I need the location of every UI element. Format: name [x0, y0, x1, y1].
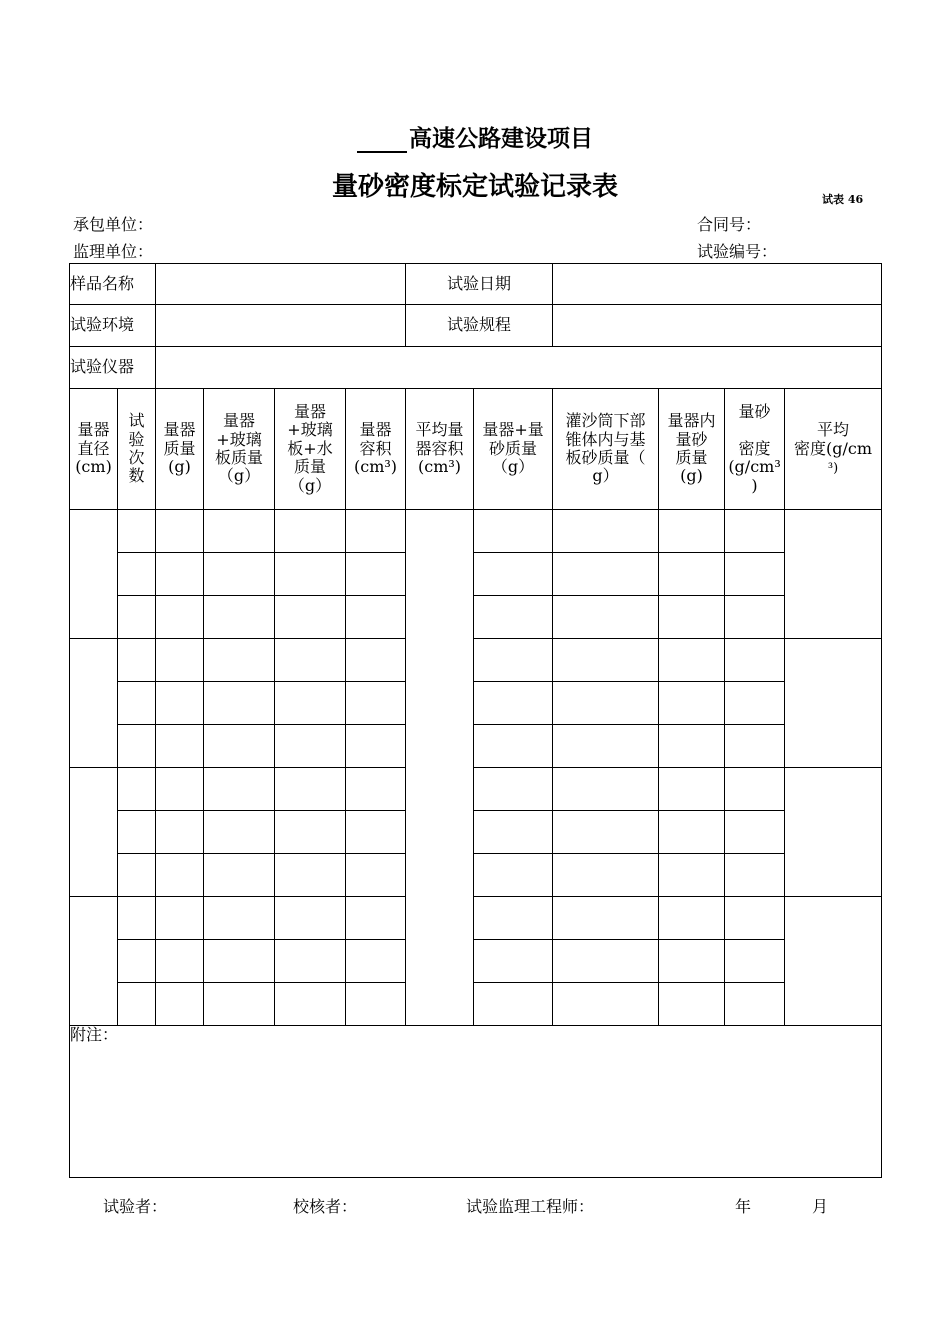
- data-cell[interactable]: [118, 725, 156, 768]
- avg-density-cell[interactable]: [785, 639, 882, 768]
- data-cell[interactable]: [156, 596, 204, 639]
- data-cell[interactable]: [659, 725, 725, 768]
- data-cell[interactable]: [156, 510, 204, 553]
- col-header-container-mass: 量器 质量 (g): [156, 389, 204, 510]
- data-cell[interactable]: [118, 854, 156, 897]
- data-cell[interactable]: [725, 854, 785, 897]
- project-title: 高速公路建设项目: [0, 120, 950, 153]
- data-cell[interactable]: [553, 897, 659, 940]
- data-cell[interactable]: [118, 510, 156, 553]
- data-cell[interactable]: [346, 682, 406, 725]
- data-cell[interactable]: [275, 553, 346, 596]
- data-cell[interactable]: [275, 682, 346, 725]
- data-cell[interactable]: [553, 510, 659, 553]
- data-cell[interactable]: [275, 897, 346, 940]
- data-cell[interactable]: [275, 983, 346, 1026]
- procedure-field[interactable]: [553, 305, 882, 347]
- data-cell[interactable]: [156, 725, 204, 768]
- sample-name-field[interactable]: [156, 264, 406, 305]
- data-cell[interactable]: [204, 596, 275, 639]
- environment-field[interactable]: [156, 305, 406, 347]
- data-cell[interactable]: [659, 639, 725, 682]
- contract-no-label: 合同号：: [697, 215, 762, 234]
- data-cell[interactable]: [474, 768, 553, 811]
- data-cell[interactable]: [156, 854, 204, 897]
- data-cell[interactable]: [725, 553, 785, 596]
- data-cell[interactable]: [553, 940, 659, 983]
- data-cell[interactable]: [156, 682, 204, 725]
- data-cell[interactable]: [346, 854, 406, 897]
- data-cell[interactable]: [204, 897, 275, 940]
- avg-density-cell[interactable]: [785, 510, 882, 639]
- data-cell[interactable]: [553, 768, 659, 811]
- record-table: [69, 263, 882, 1178]
- data-cell[interactable]: [275, 811, 346, 854]
- data-cell[interactable]: [553, 725, 659, 768]
- data-cell[interactable]: [725, 811, 785, 854]
- col-header-diameter: 量器 直径 (cm): [70, 389, 118, 510]
- data-cell[interactable]: [474, 897, 553, 940]
- data-cell[interactable]: [553, 596, 659, 639]
- data-cell[interactable]: [659, 553, 725, 596]
- data-cell[interactable]: [474, 510, 553, 553]
- col-header-container-plate-mass: 量器 +玻璃 板质量 （g）: [204, 389, 275, 510]
- procedure-label: 试验规程: [406, 305, 553, 347]
- data-cell[interactable]: [118, 940, 156, 983]
- test-date-field[interactable]: [553, 264, 882, 305]
- data-cell[interactable]: [346, 596, 406, 639]
- data-cell[interactable]: [553, 854, 659, 897]
- data-cell[interactable]: [118, 897, 156, 940]
- data-cell[interactable]: [156, 811, 204, 854]
- data-cell[interactable]: [725, 940, 785, 983]
- month-label: 月: [812, 1197, 829, 1216]
- data-cell[interactable]: [118, 811, 156, 854]
- data-cell[interactable]: [659, 940, 725, 983]
- col-header-container-plate-water-mass: 量器 +玻璃 板+水 质量 （g）: [275, 389, 346, 510]
- col-header-trial-no: 试 验 次 数: [118, 389, 156, 510]
- data-cell[interactable]: [118, 983, 156, 1026]
- col-header-volume: 量器 容积 (cm³): [346, 389, 406, 510]
- data-cell[interactable]: [275, 639, 346, 682]
- data-cell[interactable]: [118, 596, 156, 639]
- data-cell[interactable]: [474, 639, 553, 682]
- data-cell[interactable]: [346, 897, 406, 940]
- data-cell[interactable]: [346, 553, 406, 596]
- data-cell[interactable]: [725, 768, 785, 811]
- col-header-cone-sand-mass: 灌沙筒下部 锥体内与基 板砂质量（ g）: [553, 389, 659, 510]
- data-cell[interactable]: [346, 639, 406, 682]
- data-cell[interactable]: [204, 854, 275, 897]
- avg-density-cell[interactable]: [785, 897, 882, 1026]
- data-cell[interactable]: [346, 725, 406, 768]
- data-cell[interactable]: [275, 940, 346, 983]
- data-cell[interactable]: [156, 940, 204, 983]
- data-cell[interactable]: [553, 811, 659, 854]
- sample-name-label: 样品名称: [70, 264, 156, 305]
- data-cell[interactable]: [725, 510, 785, 553]
- data-cell[interactable]: [275, 768, 346, 811]
- data-cell[interactable]: [659, 768, 725, 811]
- data-cell[interactable]: [659, 811, 725, 854]
- data-cell[interactable]: [474, 725, 553, 768]
- checker-label: 校核者：: [293, 1197, 358, 1216]
- col-header-sand-density: 量砂 密度 (g/cm³ ): [725, 389, 785, 510]
- environment-label: 试验环境: [70, 305, 156, 347]
- data-cell[interactable]: [204, 682, 275, 725]
- col-header-avg-density: 平均 密度(g/cm ³): [785, 389, 882, 510]
- data-cell[interactable]: [70, 897, 118, 1026]
- data-cell[interactable]: [474, 811, 553, 854]
- data-cell[interactable]: [659, 596, 725, 639]
- data-cell[interactable]: [70, 639, 118, 768]
- data-cell[interactable]: [553, 639, 659, 682]
- year-label: 年: [735, 1197, 752, 1216]
- data-cell[interactable]: [156, 553, 204, 596]
- data-cell[interactable]: [659, 510, 725, 553]
- data-cell[interactable]: [204, 553, 275, 596]
- data-cell[interactable]: [659, 897, 725, 940]
- data-cell[interactable]: [156, 639, 204, 682]
- data-cell[interactable]: [725, 682, 785, 725]
- data-cell[interactable]: [725, 983, 785, 1026]
- avg-density-cell[interactable]: [785, 768, 882, 897]
- instrument-field[interactable]: [156, 347, 882, 389]
- tester-label: 试验者：: [103, 1197, 168, 1216]
- data-cell[interactable]: [346, 811, 406, 854]
- engineer-label: 试验监理工程师：: [466, 1197, 595, 1216]
- data-cell[interactable]: [474, 983, 553, 1026]
- data-cell[interactable]: [553, 983, 659, 1026]
- data-cell[interactable]: [204, 768, 275, 811]
- data-cell[interactable]: [204, 983, 275, 1026]
- data-cell[interactable]: [156, 768, 204, 811]
- avg-volume-cell[interactable]: [406, 510, 474, 1026]
- col-header-sand-mass: 量器内 量砂 质量 (g): [659, 389, 725, 510]
- col-header-avg-volume: 平均量 器容积 (cm³): [406, 389, 474, 510]
- data-cell[interactable]: [474, 854, 553, 897]
- data-cell[interactable]: [346, 510, 406, 553]
- data-cell[interactable]: [275, 596, 346, 639]
- notes-label: 附注：: [70, 1025, 119, 1044]
- data-cell[interactable]: [474, 940, 553, 983]
- data-cell[interactable]: [275, 725, 346, 768]
- form-title: 量砂密度标定试验记录表: [331, 172, 618, 202]
- data-cell[interactable]: [204, 811, 275, 854]
- col-header-container-sand-mass: 量器+量 砂质量 （g）: [474, 389, 553, 510]
- data-cell[interactable]: [156, 983, 204, 1026]
- instrument-label: 试验仪器: [70, 347, 156, 389]
- data-cell[interactable]: [553, 553, 659, 596]
- test-date-label: 试验日期: [406, 264, 553, 305]
- notes-field[interactable]: [70, 1026, 882, 1178]
- data-cell[interactable]: [275, 854, 346, 897]
- data-cell[interactable]: [553, 682, 659, 725]
- data-cell[interactable]: [275, 510, 346, 553]
- data-cell[interactable]: [204, 510, 275, 553]
- data-cell[interactable]: [659, 983, 725, 1026]
- test-no-label: 试验编号：: [697, 242, 778, 261]
- data-cell[interactable]: [474, 553, 553, 596]
- data-cell[interactable]: [346, 768, 406, 811]
- project-name-blank[interactable]: [357, 127, 407, 153]
- data-cell[interactable]: [118, 553, 156, 596]
- data-cell[interactable]: [725, 596, 785, 639]
- data-cell[interactable]: [725, 639, 785, 682]
- data-cell[interactable]: [204, 940, 275, 983]
- data-cell[interactable]: [346, 940, 406, 983]
- data-cell[interactable]: [70, 510, 118, 639]
- data-cell[interactable]: [474, 596, 553, 639]
- data-cell[interactable]: [659, 854, 725, 897]
- data-cell[interactable]: [659, 682, 725, 725]
- data-cell[interactable]: [156, 897, 204, 940]
- data-cell[interactable]: [118, 682, 156, 725]
- data-cell[interactable]: [118, 639, 156, 682]
- data-cell[interactable]: [70, 768, 118, 897]
- data-cell[interactable]: [346, 983, 406, 1026]
- data-cell[interactable]: [204, 725, 275, 768]
- data-cell[interactable]: [725, 725, 785, 768]
- form-number: 试表 46: [822, 193, 864, 206]
- data-cell[interactable]: [118, 768, 156, 811]
- data-cell[interactable]: [204, 639, 275, 682]
- data-cell[interactable]: [474, 682, 553, 725]
- supervisor-label: 监理单位：: [73, 242, 154, 261]
- contractor-label: 承包单位：: [73, 215, 154, 234]
- data-cell[interactable]: [725, 897, 785, 940]
